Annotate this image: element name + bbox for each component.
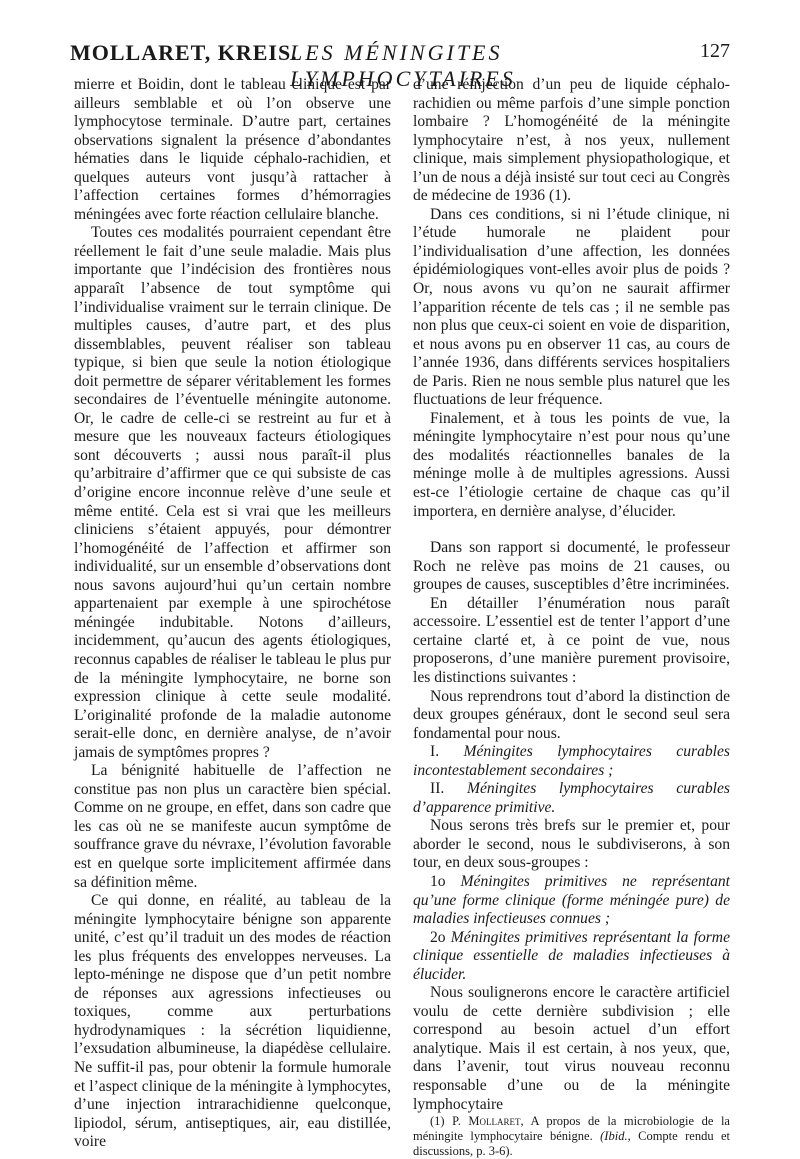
footnote-ibid: (Ibid.,	[600, 1129, 631, 1144]
page-number: 127	[700, 40, 730, 62]
paragraph: En détailler l’énumération nous paraît accessoire. L’essentiel est de tenter l’apport d’une certaine clarté et, à ce point de vue, nous proposerons, d’une manière purement provisoire, les distinctions suivantes :	[413, 594, 730, 686]
paragraph: Nous serons très brefs sur le premier et, pour aborder le second, nous le subdiviserons, à son tour, en deux sous-groupes :	[413, 817, 730, 872]
list-item-group-two	[413, 780, 730, 817]
paragraph: Nous soulignerons encore le caractère artificiel voulu de cette dernière subdivision ; elle correspond au besoin actuel d’un effort analytique. Mais il est certain, à nos yeux, que, dans l’avenir, tout virus nouveau reconnu responsable d’une ou de la méningite lymphocytaire	[413, 984, 730, 1113]
list-text: Méningites primitives ne représentant qu’une forme clinique (forme méningée pure) de maladies infectieuses connues ;	[413, 872, 730, 928]
paragraph: Dans son rapport si documenté, le professeur Roch ne relève pas moins de 21 causes, ou groupes de causes, susceptibles d’être incriminées.	[413, 539, 730, 594]
paragraph: Ce qui donne, en réalité, au tableau de la méningite lymphocytaire bénigne son apparente unité, c’est qu’il traduit un des modes de réaction les plus fréquents des enveloppes nerveuses. La lepto-méninge ne dispose que d’un petit nombre de réponses aux agressions infectieuses ou toxiques, comme aux perturbations hydrodynamiques : la sécrétion liquidienne, l’exsudation albumineuse, la diapédèse cellulaire. Ne suffit-il pas, pour obtenir la formule humorale et l’aspect clinique de la méningite à lymphocytes, d’une injection intrarachidienne quelconque, lipiodol, sérum, antiseptiques, air, eau distillée, voire	[74, 892, 391, 1151]
paragraph: Toutes ces modalités pourraient cependant être réellement le fait d’une seule maladie. Mais plus importante que l’indécision des frontières nous apparaît l’absence de tout symptôme qui l’individualise vraiment sur le terrain clinique. De multiples causes, d’autre part, et des plus dissemblables, peuvent réaliser son tableau typique, si bien que seule la notion étiologique doit permettre de séparer véritablement les formes secondaires de l’éventuelle méningite autonome. Or, le cadre de celle-ci se restreint au fur et à mesure que les nouveaux facteurs étiologiques sont découverts ; aussi nous paraît-il plus qu’arbitraire d’affirmer que ce qui subsiste de cas d’origine encore inconnue relève d’une seule et même entité. Cela est si vrai que les meilleurs cliniciens s’étaient appuyés, pour démontrer l’homogénéité de l’affection et affirmer son individualité, sur un ensemble d’observations dont nous savons aujourd’hui qu’un certain nombre appartenaient par exemple à une spirochétose méningée indubitable. Notons d’ailleurs, incidemment, qu’aucun des agents étiologiques, reconnus capables de réaliser le tableau le plus pur de la méningite lymphocytaire, ne borne son expression clinique à cette seule modalité. L’originalité profonde de la maladie autonome serait-elle donc, en dernière analyse, de n’avoir jamais de symptômes propres ?	[74, 224, 391, 761]
list-number: 1o	[430, 872, 446, 890]
list-item-subgroup-one	[413, 873, 730, 929]
list-item-group-one	[413, 743, 730, 780]
list-number: 2o	[430, 928, 446, 946]
right-column	[413, 76, 730, 1159]
paragraph: mierre et Boidin, dont le tableau clinique est par ailleurs semblable et où l’on observe une lymphocytose terminale. D’autre part, certaines observations signalent la présence d’abondantes hématies dans le liquide céphalo-rachidien, et quelques auteurs vont jusqu’à rattacher à l’affection certaines formes d’hémorragies méningées avec forte réaction cellulaire blanche.	[74, 76, 391, 223]
list-item-subgroup-two	[413, 929, 730, 985]
paragraph: Finalement, et à tous les points de vue, la méningite lymphocytaire n’est pour nous qu’une des modalités réactionnelles banales de la méninge molle à de multiples agressions. Aussi est-ce l’étiologie certaine de chaque cas qu’il importera, en dernière analyse, d’élucider.	[413, 409, 730, 520]
footnote	[413, 1114, 730, 1159]
list-number: II.	[430, 780, 445, 798]
footnote-text: Compte rendu et discussions, p. 3-6).	[413, 1129, 731, 1159]
running-header	[70, 40, 730, 91]
header-title: LES MÉNINGITES LYMPHOCYTAIRES	[290, 40, 516, 91]
list-text: Méningites primitives représentant la forme clinique essentielle de maladies infectieuses à élucider.	[413, 928, 730, 983]
header-authors: MOLLARET, KREIS.	[70, 40, 298, 65]
footnote-text: A propos de la microbiologie de la méningite lymphocytaire bénigne.	[413, 1114, 730, 1144]
paragraph: Nous reprendrons tout d’abord la distinction de deux groupes généraux, dont le second seul sera fondamental pour nous.	[413, 687, 730, 742]
paragraph: d’une réinjection d’un peu de liquide céphalo-rachidien ou même parfois d’une simple ponction lombaire ? L’homogénéité de la méningite lymphocytaire n’est, à nos yeux, nullement clinique, mais simplement physiopathologique, et l’un de nous a déjà insisté sur tout ceci au Congrès de médecine de 1936 (1).	[413, 76, 730, 205]
section-spacer	[413, 521, 730, 539]
paragraph: La bénignité habituelle de l’affection ne constitue pas non plus un caractère bien spécial. Comme on ne groupe, en effet, dans son cadre que les cas où ne se manifeste aucun symptôme de souffrance grave du névraxe, l’évolution favorable est en quelque sorte implicitement affirmée dans sa définition même.	[74, 762, 391, 891]
left-column	[74, 76, 391, 1152]
paragraph: Dans ces conditions, si ni l’étude clinique, ni l’étude humorale ne plaident pour l’individualisation d’une affection, les données épidémiologiques vont-elles avoir plus de poids ? Or, nous avons vu qu’on ne saurait affirmer l’apparition récente de tels cas ; il ne semble pas non plus que ceux-ci soient en voie de disparition, et nous avons pu en observer 11 cas, au cours de l’année 1936, dans différents services hospitaliers de Paris. Rien ne nous semble plus naturel que les fluctuations de leur fréquence.	[413, 205, 730, 409]
footnote-author: P. Mollaret,	[452, 1114, 524, 1129]
list-number: I.	[430, 743, 440, 761]
footnote-marker: (1)	[430, 1114, 445, 1129]
list-text: Méningites lymphocytaires curables d’apparence primitive.	[413, 780, 730, 816]
list-text: Méningites lymphocytaires curables incontestablement secondaires ;	[413, 743, 730, 779]
